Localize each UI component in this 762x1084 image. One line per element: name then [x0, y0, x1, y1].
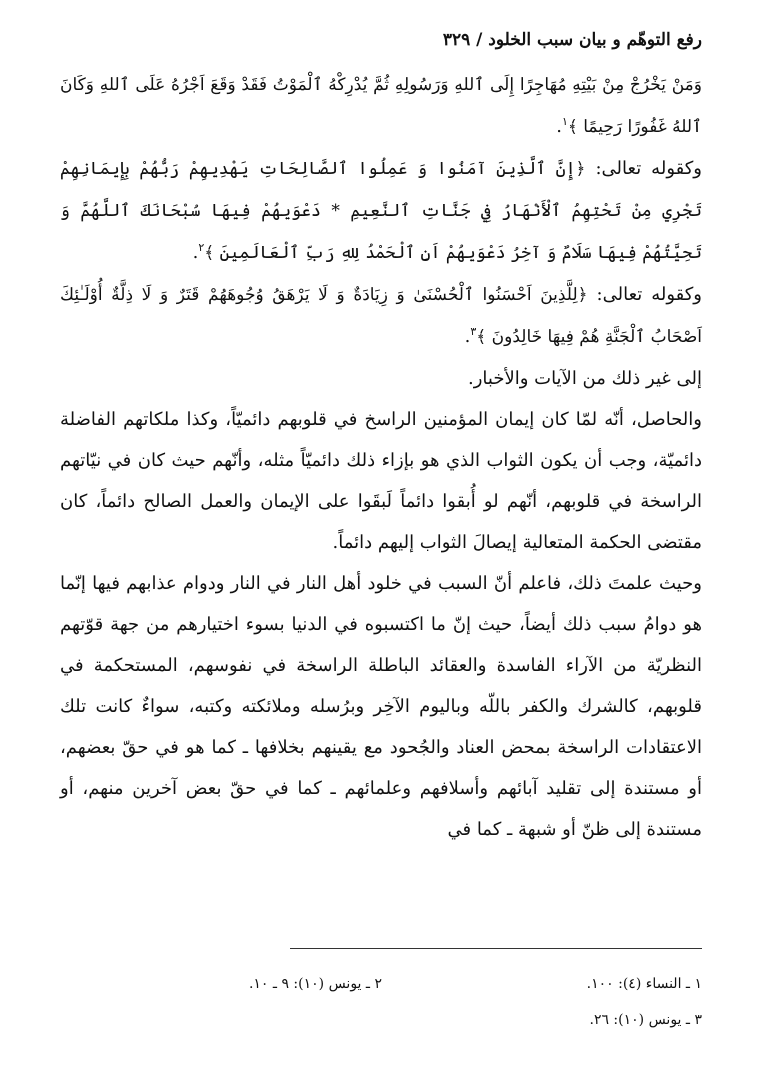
- quran-verse: ﴿لِلَّذِينَ اَحْسَنُوا ٱلْحُسْنَىٰ وَ زِيَادَةٌ وَ لَا يَرْهَقُ وُجُوهَهُمْ قَتَرٌ وَ لَا ذِلَّةٌ أُوْلَـٰئِكَ اَصْحَابُ ٱلْجَنَّةِ هُمْ فِيهَا خَالِدُونَ ﴾: [60, 285, 702, 347]
- running-header: رفع التوهّم و بيان سبب الخلود / ٣٢٩: [442, 30, 702, 50]
- footnote-3: ٣ ـ يونس (١٠): ٢٦.: [589, 1012, 702, 1028]
- paragraph-other-verses: إلى غير ذلك من الآيات والأخبار.: [467, 368, 702, 389]
- footnote-divider: [290, 948, 702, 949]
- footnotes: [60, 966, 702, 1038]
- footnote-row: [60, 1002, 702, 1038]
- page: [60, 28, 702, 850]
- paragraph-quran-verse-2: وكقوله تعالى: ﴿إِنَّ ٱلَّذِينَ آمَنُوا وَ عَمِلُوا ٱلصَّالِحَاتِ يَهْدِيهِمْ رَبُّهُمْ بِإِيمَانِهِمْ تَجْرِي مِنْ تَحْتِهِمُ ٱلْأَنْهَارُ فِي جَنَّاتِ ٱلنَّعِيمِ * دَعْوَيهُمْ فِيهَا سُبْحَانَكَ ٱللَّهُمَّ وَ تَحِيَّتُهُمْ فِيهَا سَلَامٌ وَ آخِرُ دَعْوَيهُمْ اَنِ ٱلْحَمْدُ لِلهِ رَبِّ ٱلْعَالَمِينَ ﴾$^٢$.: [60, 158, 702, 263]
- verse-intro: وكقوله تعالى:: [587, 284, 703, 305]
- footnote-1: ١ ـ النساء (٤): ١٠٠.: [586, 976, 702, 992]
- main-text: [60, 64, 702, 850]
- footnote-row: [60, 966, 702, 1002]
- footnote-marker: ٢: [198, 241, 205, 254]
- quran-verse: ﴿إِنَّ ٱلَّذِينَ آمَنُوا وَ عَمِلُوا ٱلصَّالِحَاتِ يَهْدِيهِمْ رَبُّهُمْ بِإِيمَانِهِمْ تَجْرِي مِنْ تَحْتِهِمُ ٱلْأَنْهَارُ فِي جَنَّاتِ ٱلنَّعِيمِ * دَعْوَيهُمْ فِيهَا سُبْحَانَكَ ٱللَّهُمَّ وَ تَحِيَّتُهُمْ فِيهَا سَلَامٌ وَ آخِرُ دَعْوَيهُمْ اَنِ ٱلْحَمْدُ لِلهِ رَبِّ ٱلْعَالَمِينَ ﴾: [60, 159, 702, 263]
- quran-verse: وَمَنْ يَخْرُجْ مِنْ بَيْتِهِ مُهَاجِرًا إِلَى ٱللهِ وَرَسُولِهِ ثُمَّ يُدْرِكْهُ ٱلْمَوْتُ فَقَدْ وَقَعَ اَجْرُهُ عَلَى ٱللهِ وَكَانَ ٱللهُ غَفُورًا رَحِيمًا ﴾: [60, 75, 702, 137]
- footnote-marker: ٣: [470, 325, 477, 338]
- footnote-2: ٢ ـ يونس (١٠): ٩ ـ ١٠.: [248, 976, 382, 992]
- paragraph-cause-of-eternity: وحيث علمتَ ذلك، فاعلم أنّ السبب في خلود أهل النار في النار ودوام عذابهم فيها إنّما هو دوامُ سبب ذلك أيضاً، حيث إنّ ما اكتسبوه في الدنيا بسوء اختيارهم من جهة قوّتهم النظريّة من الآراء الفاسدة والعقائد الباطلة الراسخة في نفوسهم، المستحكمة في قلوبهم، كالشرك والكفر باللّه وباليوم الآخِر وبرُسله وملائكته وكتبه، سواءٌ كانت تلك الاعتقادات الراسخة بمحض العناد والجُحود مع يقينهم بخلافها ـ كما هو في حقّ بعضهم، أو مستندة إلى تقليد آبائهم وأسلافهم وعلمائهم ـ كما في حقّ بعض آخرين منهم، أو مستندة إلى ظنّ أو شبهة ـ كما في: [60, 573, 702, 840]
- paragraph-conclusion: والحاصل، أنّه لمّا كان إيمان المؤمنين الراسخ في قلوبهم دائميّاً، وكذا ملكاتهم الفاضلة دائميّة، وجب أن يكون الثواب الذي هو بإزاء ذلك دائميّاً مثله، وأنّهم حيث كان في نيّاتهم الراسخة في قلوبهم، أنّهم لو أُبقوا دائماً لَبقَوا على الإيمان والعمل الصالح دائماً، كان مقتضى الحكمة المتعالية إيصالَ الثواب إليهم دائماً.: [60, 409, 702, 553]
- verse-intro: وكقوله تعالى:: [585, 158, 702, 179]
- paragraph-quran-verse-3: وكقوله تعالى: ﴿لِلَّذِينَ اَحْسَنُوا ٱلْحُسْنَىٰ وَ زِيَادَةٌ وَ لَا يَرْهَقُ وُجُوهَهُمْ قَتَرٌ وَ لَا ذِلَّةٌ أُوْلَـٰئِكَ اَصْحَابُ ٱلْجَنَّةِ هُمْ فِيهَا خَالِدُونَ ﴾$^٣$.: [60, 284, 703, 347]
- paragraph-quran-verse-1: وَمَنْ يَخْرُجْ مِنْ بَيْتِهِ مُهَاجِرًا إِلَى ٱللهِ وَرَسُولِهِ ثُمَّ يُدْرِكْهُ ٱلْمَوْتُ فَقَدْ وَقَعَ اَجْرُهُ عَلَى ٱللهِ وَكَانَ ٱللهُ غَفُورًا رَحِيمًا ﴾$^١$.: [60, 75, 702, 137]
- footnote-marker: ١: [561, 115, 568, 128]
